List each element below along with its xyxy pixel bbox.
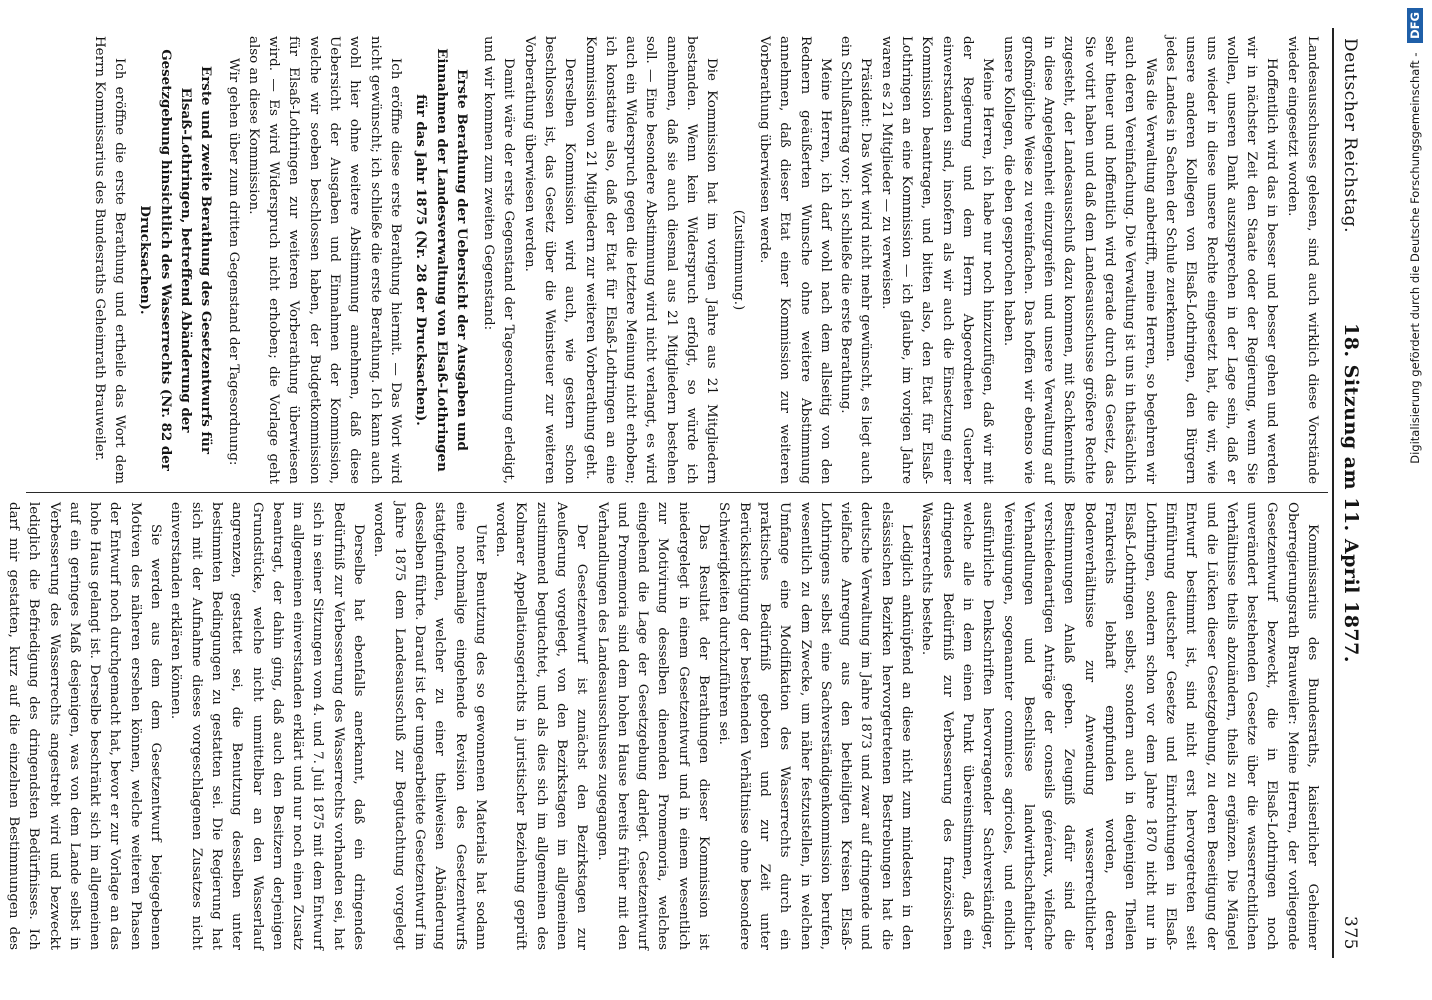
- paragraph: Was die Verwaltung anbetrifft, meine Herren, so begehren wir auch deren Vereinfachung. Die Verwaltung ist uns in thatsächlich sehr theuer und hoffentlich wird gerade durch das Gesetz, das Sie votirt haben und daß dem Landesausschusse größere Rechte zugesteht, der Landesausschuß dazu kommen, mit Sachkenntniß in diese Angelegenheit einzugreifen und unsere Verwaltung auf großmögliche Weise zu vereinfachen. Das hoffen wir ebenso wie unsere Kollegen, die eben gesprochen haben.: [1000, 36, 1158, 484]
- right-column: [6, 502, 1322, 950]
- president-remark: Präsident: Das Wort wird nicht mehr gewünscht, es liegt auch ein Schlußantrag vor; ich schließe die erste Berathung.: [838, 36, 874, 484]
- paragraph: Wir gehen über zum dritten Gegenstand der Tagesordnung:: [225, 58, 241, 466]
- watermark-text: Digitalisierung gefördert durch die Deutsche Forschungsgemeinschaft -: [1408, 52, 1422, 464]
- page-number: 375: [1340, 916, 1360, 950]
- paragraph: Ich eröffne die erste Berathung und ertheile das Wort dem Herrn Kommissarius des Bundesraths Geheimrath Brauweiler.: [91, 36, 128, 484]
- agenda-item-heading: Erste Berathung der Uebersicht der Ausgaben und Einnahmen der Landesverwaltung von Elsaß-Lothringen für das Jahr 1875 (Nr. 28 der Drucksachen).: [413, 48, 470, 472]
- speaker-paragraph: Kommissarius des Bundesraths, kaiserlicher Geheimer Oberregierungsrath Brauweiler: Meine Herren, der vorliegende Gesetzentwurf bezweckt, die in Elsaß-Lothringen noch unverändert bestehenden Gesetze über die wasserrechtlichen Verhältnisse theils abzuändern, theils zu ergänzen. Die Mängel und die Lücken dieser Gesetzgebung, zu deren Beseitigung der Entwurf bestimmt ist, sind nicht erst hervorgetreten seit Einführung deutscher Gesetze und Einrichtungen in Elsaß-Lothringen, sondern schon vor dem Jahre 1870 nicht nur in Elsaß-Lothringen selbst, sondern auch in denjenigen Theilen Frankreichs lebhaft empfunden worden, deren Bodenverhältnisse zur Anwendung wasserrechtlicher Bestimmungen Anlaß geben. Zeugniß dafür sind die verschiedenartigen Anträge der conseils généraux, vielfache Verhandlungen und Beschlüsse landwirthschaftlicher Vereinigungen, sogenannter commices agricoles, und endlich ausführliche Denkschriften hervorragender Sachverständiger, welche alle in dem einen Punkt übereinstimmen, daß ein dringendes Bedürfniß zur Verbesserung des französischen Wasserrechts bestehe.: [919, 502, 1320, 950]
- paragraph: Derselbe hat ebenfalls anerkannt, daß ein dringendes Bedürfniß zur Verbesserung des Wasserrechts vorhanden sei, hat sich in seiner Sitzungen vom 4. und 7. Juli 1875 mit dem Entwurf im allgemeinen einverstanden erklärt und nur noch einen Zusatz beantragt, der dahin ging, daß auch den Besitzern derjenigen Grundstücke, welche nicht unmittelbar an den Wasserlauf angrenzen, gestattet sei, die Benutzung desselben unter bestimmten Bedingungen zu gestatten sei. Die Regierung hat sich mit der Aufnahme dieses vorgeschlagenen Zusatzes nicht einverstanden erklären können.: [168, 502, 367, 950]
- agenda-item-heading: Erste und zweite Berathung des Gesetzentwurfs für Elsaß-Lothringen, betreffend Abänderung der Gesetzgebung hinsichtlich des Wasserrechts (Nr. 82 der Drucksachen).: [137, 49, 215, 471]
- header-session-title: 18. Sitzung am 11. April 1877.: [1340, 323, 1362, 663]
- column-divider: [26, 492, 1328, 493]
- page-header: [1332, 28, 1368, 958]
- paragraph: Damit wäre der erste Gegenstand der Tagesordnung erledigt, und wir kommen zum zweiten Gegenstand:: [481, 36, 517, 484]
- paragraph: Landesausschusses gelesen, sind auch wirklich diese Vorstände wieder eingesetzt worden.: [1284, 36, 1320, 484]
- dfg-logo: DFG: [1407, 8, 1423, 43]
- paragraph: Meine Herren, ich habe nur noch hinzuzufügen, daß wir mit der Regierung und dem Herrn Abgeordneten Guerber einverstanden sind, insofern als wir auch die Einsetzung einer Kommission beantragen, und bitten also, den Etat für Elsaß-Lothringen an eine Kommission — ich glaube, im vorigen Jahre waren es 21 Mitglieder — zu verweisen.: [878, 36, 996, 484]
- paragraph: Meine Herren, ich darf wohl nach dem allseitig von den Rednern geäußerten Wunsche ohne weitere Abstimmung annehmen, daß dieser Etat einer Kommission zur weiteren Vorberathung überwiesen werde.: [756, 36, 833, 484]
- paragraph: Derselben Kommission wird auch, wie gestern schon beschlossen ist, das Gesetz über die Weinsteuer zur weiteren Vorberathung überwiesen werden.: [521, 36, 578, 484]
- paragraph: Unter Benutzung des so gewonnenen Materials hat sodann eine nochmalige eingehende Revision des Gesetzentwurfs stattgefunden, welcher zu einer theilweisen Abänderung desselben führte. Darauf ist der umgearbeitete Gesetzentwurf im Jahre 1875 dem Landesausschuß zur Begutachtung vorgelegt worden.: [371, 502, 488, 950]
- paragraph: Die Kommission hat im vorigen Jahre aus 21 Mitgliedern bestanden. Wenn kein Widerspruch erfolgt, so würde ich annehmen, daß sie auch diesmal aus 21 Mitgliedern bestehen soll. — Eine besondere Abstimmung wird nicht verlangt, es wird auch ein Widerspruch gegen die letztere Meinung nicht erhoben; ich konstatire also, daß der Etat für Elsaß-Lothringen an eine Kommission von 21 Mitgliedern zur weiteren Vorberathung geht.: [582, 36, 720, 484]
- paragraph: Das Resultat der Berathungen dieser Kommission ist niedergelegt in einem Gesetzentwurf und in einem wesentlich zur Motivirung desselben dienenden Promemoria, welches eingehend die Lage der Gesetzgebung darlegt. Gesetzentwurf und Promemoria sind dem hohen Hause bereits früher mit den Verhandlungen des Landesausschusses zugegangen.: [594, 502, 712, 950]
- digitization-watermark: [1403, 8, 1427, 992]
- document-page: [6, 28, 1368, 958]
- interjection: (Zustimmung.): [730, 209, 746, 311]
- paragraph: Sie werden aus dem dem Gesetzentwurf beigegebenen Motiven des näheren ersehen können, welche weiteren Phasen der Entwurf noch durchgemacht hat, bevor er zur Vorlage an das hohe Haus gelangt ist. Derselbe beschränkt sich im allgemeinen auf ein geringes Maß desjenigen, was von dem Lande selbst in Verbesserung des Wasserrechts angestrebt wird und bezweckt lediglich die Befriedigung des dringendsten Bedürfnisses. Ich darf mir gestatten, kurz auf die einzelnen Bestimmungen des: [6, 502, 164, 950]
- header-publication: Deutscher Reichstag.: [1340, 38, 1360, 233]
- left-column: [16, 36, 1322, 484]
- paragraph: Der Gesetzentwurf ist zunächst den Bezirkstagen zur Aeußerung vorgelegt, von den Bezirkstagen im allgemeinen zustimmend begutachtet, und als dies sich im allgemeinen des Kolmarer Appellationsgerichts in juristischer Beziehung geprüft worden.: [493, 502, 590, 950]
- paragraph: Lediglich anknüpfend an diese nicht zum mindesten in den elsässischen Bezirken hervorgetretenen Bestrebungen hat die deutsche Verwaltung im Jahre 1873 und zwar auf dringende und vielfache Anregung aus den betheiligten Kreisen Elsaß-Lothringens selbst eine Sachverständigenkommission berufen, wesentlich zu dem Zwecke, um näher festzustellen, in welchen Umfange eine Modifikation des Wasserrechts durch ein praktisches Bedürfniß geboten und zur Zeit unter Berücksichtigung der bestehenden Verhältnisse ohne besondere Schwierigkeiten durchzuführen sei.: [716, 502, 915, 950]
- paragraph: Hoffentlich wird das in besser und besser gehen und werden wir in nächster Zeit den Staate oder der Regierung, wenn Sie wollen, unseren Dank auszusprechen in der Lage sein, daß er uns wieder in diese unsere Rechte eingesetzt hat, die wir, wie unsere anderen Kollegen von Elsaß-Lothringen, den Bürgern jedes Landes in Sachen der Schule zuerkennen.: [1162, 36, 1280, 484]
- paragraph: Ich eröffne diese erste Berathung hiermit. — Das Wort wird nicht gewünscht; ich schließe die erste Berathung. Ich kann auch wohl hier ohne weitere Abstimmung annehmen, daß diese Uebersicht der Ausgaben und Einnahmen der Kommission, welche wir soeben beschlossen haben, der Budgetkommission für Elsaß-Lothringen zur weiteren Vorberathung überwiesen wird. — Es wird Widerspruch nicht erhoben; die Vorlage geht also an diese Kommission.: [245, 36, 403, 484]
